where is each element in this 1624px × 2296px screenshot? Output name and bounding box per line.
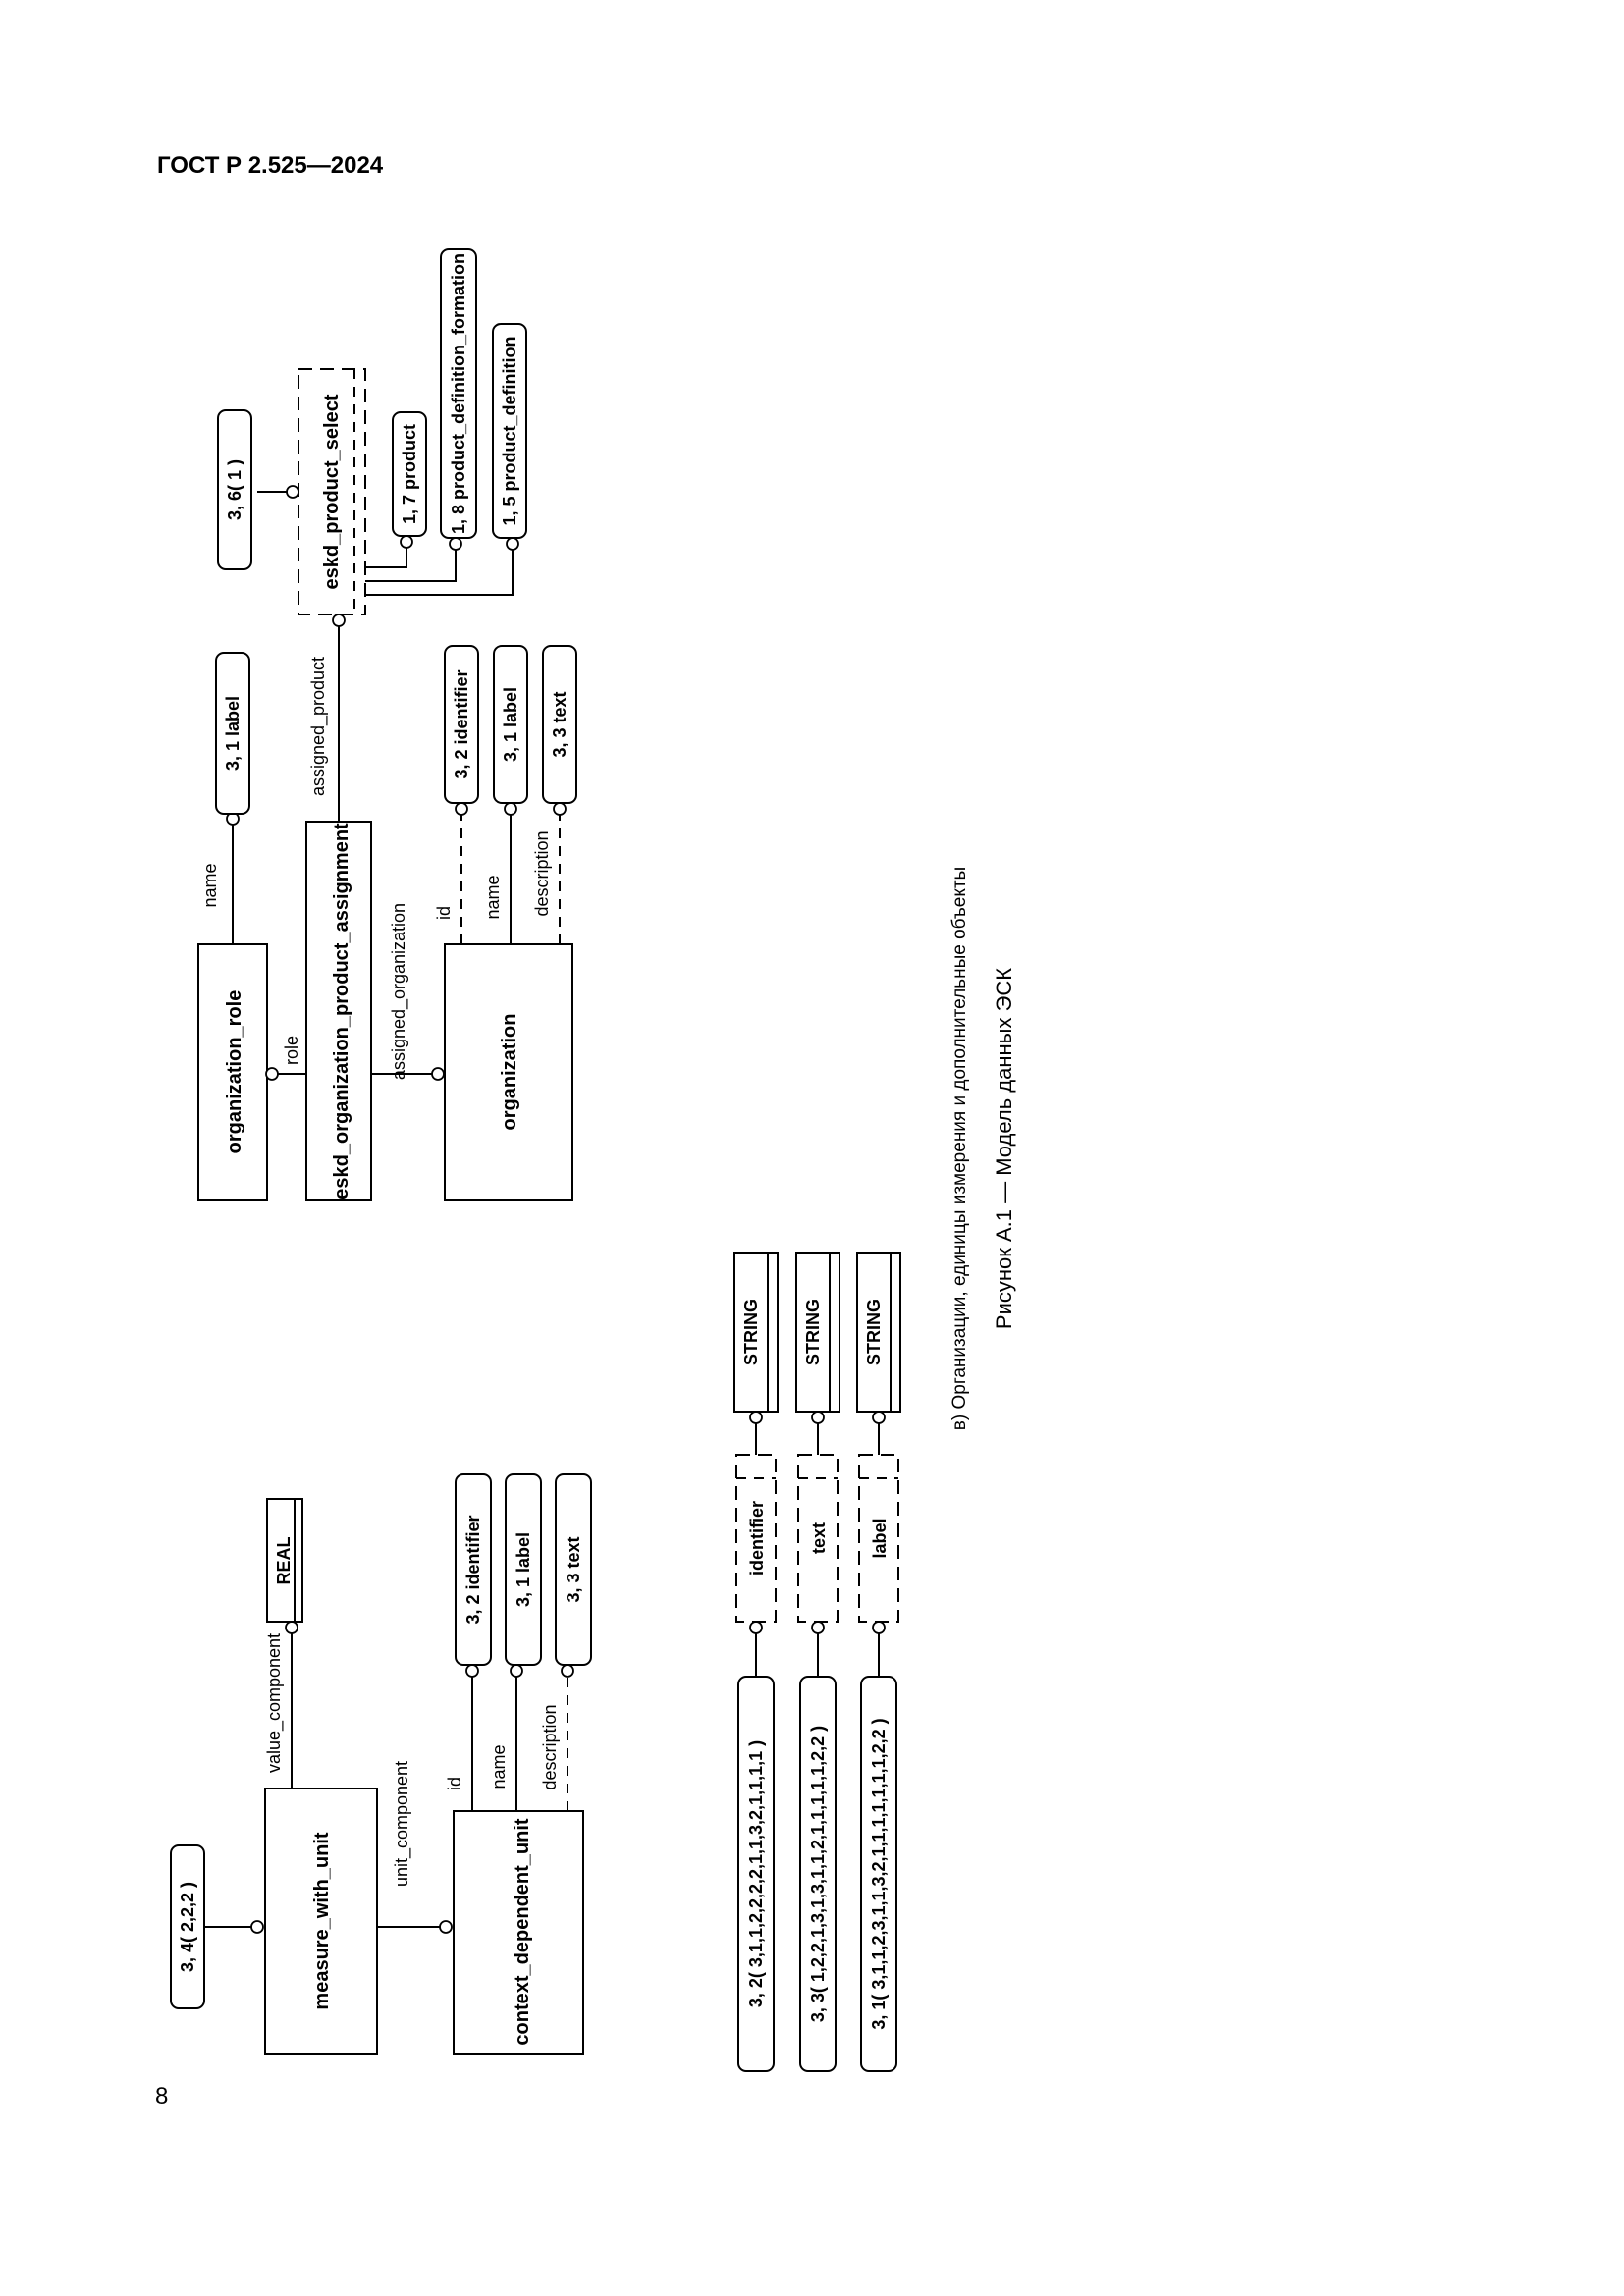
ref-org-text [543,646,576,803]
svg-text:3, 4( 2,2,2 ): 3, 4( 2,2,2 ) [178,1881,197,1973]
svg-text:3, 2 identifier: 3, 2 identifier [463,1515,483,1625]
attr-unit-description-label: description [540,1704,560,1790]
entity-eskd-organization-product-assignment [306,822,371,1200]
svg-text:label: label [870,1518,890,1559]
ref-unit-label [506,1474,541,1665]
page-number: 8 [155,2083,169,2109]
ref-product [393,412,426,536]
svg-text:1, 5 product_definition: 1, 5 product_definition [500,336,519,526]
entity-eskd-product-select [298,369,365,614]
ref-product-definition [493,324,526,538]
ref-unit-identifier [456,1474,491,1665]
entity-real [267,1499,302,1622]
type-identifier [736,1455,776,1622]
svg-text:eskd_organization_product_assi: eskd_organization_product_assignment [331,823,352,1200]
svg-text:STRING: STRING [741,1298,761,1366]
type-text [798,1455,838,1622]
svg-text:3, 1 label: 3, 1 label [223,695,243,772]
attr-assigned-organization-label: assigned_organization [389,902,408,1081]
ref-identifier-type [738,1677,774,2071]
attr-org-name-label: name [483,875,503,920]
caption-figure: Рисунок А.1 — Модель данных ЭСК [992,967,1016,1330]
attr-value-component-label: value_component [264,1632,284,1774]
ref-measure [171,1845,204,2008]
attr-unit-component-label: unit_component [392,1760,411,1888]
type-string-1 [734,1253,778,1412]
ref-org-role-name [216,653,249,814]
svg-text:identifier: identifier [747,1500,767,1576]
ref-org-label [494,646,527,803]
type-string-2 [796,1253,839,1412]
entity-organization [445,944,572,1200]
type-string-3 [857,1253,900,1412]
caption-subfigure: в) Организации, единицы измерения и дополнительные объекты [949,866,970,1431]
ref-text-type [800,1677,836,2071]
attr-unit-name-label: name [489,1744,509,1789]
entity-context-dependent-unit [454,1811,583,2054]
svg-text:measure_with_unit: measure_with_unit [311,1832,333,2010]
svg-text:3, 2 identifier: 3, 2 identifier [452,669,471,779]
svg-text:3, 1 label: 3, 1 label [514,1531,533,1608]
ref-label-type [861,1677,896,2071]
svg-text:eskd_product_select: eskd_product_select [321,394,343,590]
svg-text:1, 8 product_definition_format: 1, 8 product_definition_formation [449,252,468,535]
attr-description-label: description [532,830,552,917]
type-label [859,1455,898,1622]
document-header: ГОСТ Р 2.525—2024 [157,152,384,179]
svg-text:STRING: STRING [803,1298,823,1366]
svg-text:STRING: STRING [864,1298,884,1366]
attr-name-label: name [200,863,220,908]
svg-text:context_dependent_unit: context_dependent_unit [512,1818,533,2046]
attr-id-label: id [434,905,454,921]
svg-text:REAL: REAL [274,1536,294,1585]
svg-text:3, 2( 3,1,1,2,2,2,2,1,1,3,2,1,: 3, 2( 3,1,1,2,2,2,2,1,1,3,2,1,1,1,1 ) [746,1739,766,2008]
ref-eskd-select [218,410,251,569]
svg-text:3, 6( 1 ): 3, 6( 1 ) [225,458,244,521]
svg-text:3, 1( 3,1,1,2,3,1,1,3,2,1,1,1,: 3, 1( 3,1,1,2,3,1,1,3,2,1,1,1,1,1,1,1,2,2 ) [869,1718,889,2030]
entity-organization-role [198,944,267,1200]
svg-text:3, 3 text: 3, 3 text [564,1536,583,1603]
attr-role-label: role [282,1035,301,1066]
svg-text:3, 3 text: 3, 3 text [550,691,569,758]
svg-text:text: text [809,1522,829,1555]
attr-assigned-product-label: assigned_product [308,656,328,797]
ref-unit-text [556,1474,591,1665]
svg-text:3, 1 label: 3, 1 label [501,686,520,763]
svg-text:1, 7 product: 1, 7 product [400,423,419,525]
svg-text:organization_role: organization_role [224,989,245,1154]
svg-text:organization: organization [499,1013,520,1131]
ref-product-definition-formation [441,249,476,538]
svg-text:3, 3( 1,2,2,1,3,1,3,1,1,2,1,1,: 3, 3( 1,2,2,1,3,1,3,1,1,2,1,1,1,1,1,2,2 ) [808,1725,828,2023]
ref-org-identifier [445,646,478,803]
entity-measure-with-unit [265,1789,377,2054]
attr-unit-id-label: id [445,1776,464,1791]
